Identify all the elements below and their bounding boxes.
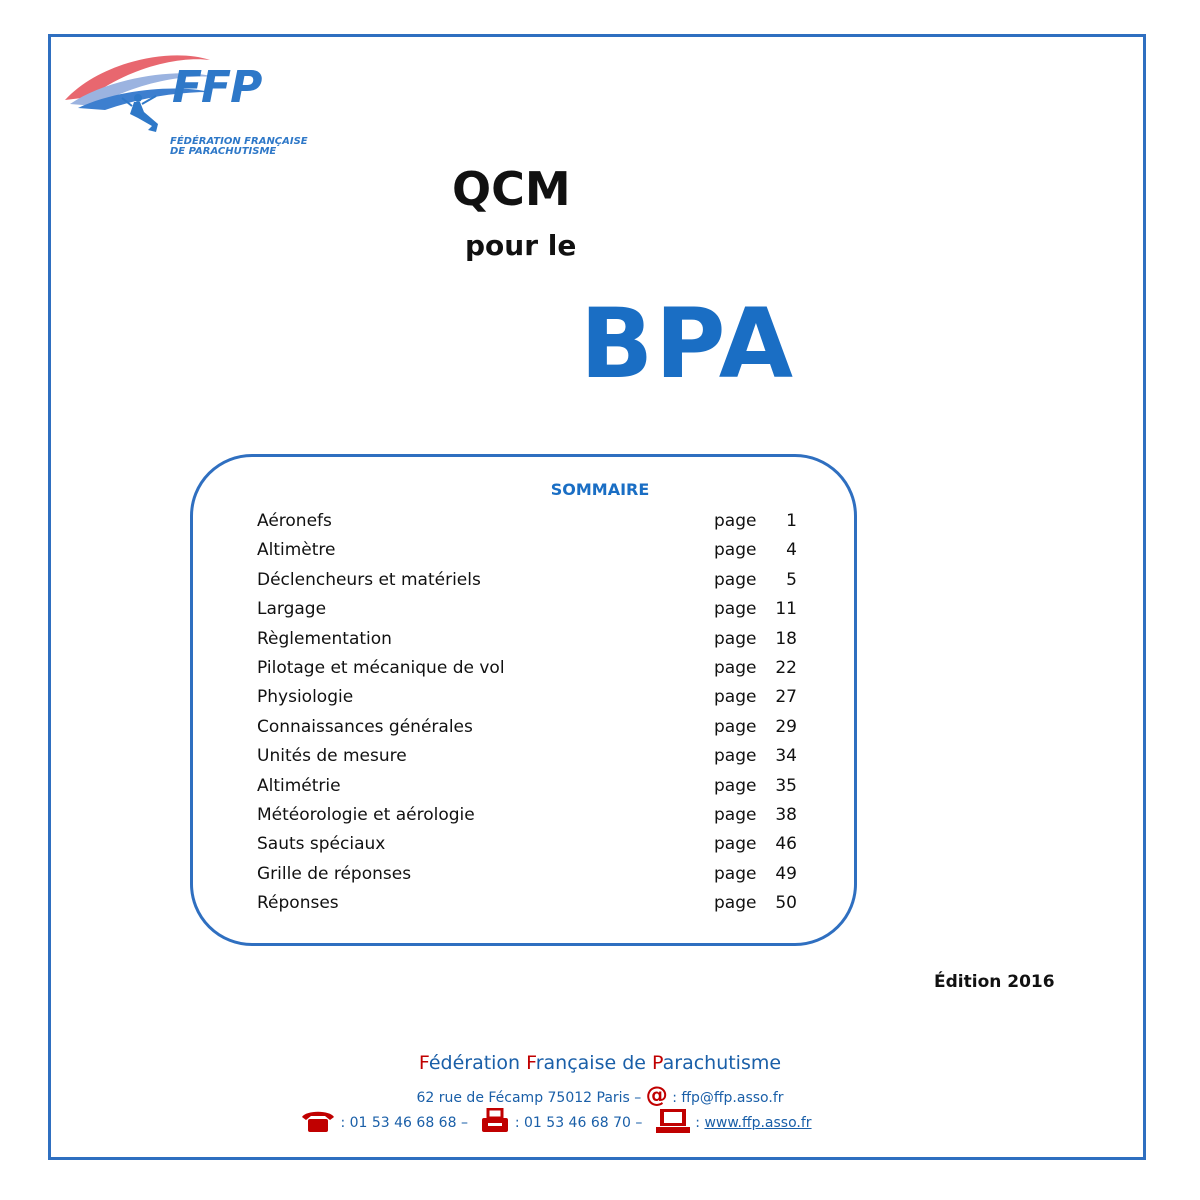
ffp-logo (60, 42, 330, 162)
summary-page-word: page (714, 746, 757, 767)
org-part-1: édération (428, 1052, 527, 1074)
web-prefix: : (695, 1115, 700, 1131)
phone-number: : 01 53 46 68 68 – (340, 1115, 468, 1131)
summary-row[interactable] (257, 834, 797, 860)
summary-row[interactable] (257, 776, 797, 802)
summary-page-number: 46 (775, 834, 797, 855)
summary-row[interactable] (257, 540, 797, 566)
summary-row[interactable] (257, 805, 797, 831)
title-pour-le: pour le (465, 229, 577, 262)
summary-page-number: 49 (775, 863, 797, 884)
summary-page-number: 29 (775, 716, 797, 737)
summary-row[interactable] (257, 717, 797, 743)
edition-label: Édition 2016 (934, 972, 1055, 992)
summary-page-number: 27 (775, 687, 797, 708)
summary-topic: Sauts spéciaux (257, 834, 386, 855)
org-part-3: arachutisme (662, 1052, 782, 1074)
summary-page-number: 38 (775, 805, 797, 825)
summary-page-word: page (714, 599, 757, 620)
summary-row[interactable] (257, 658, 797, 684)
summary-page-word: page (714, 540, 757, 561)
summary-page-number: 50 (775, 893, 797, 914)
summary-page-word: page (714, 716, 757, 737)
summary-row[interactable] (257, 629, 797, 655)
summary-heading: SOMMAIRE (550, 480, 650, 499)
summary-page-word: page (714, 658, 757, 678)
footer-organization (0, 1052, 1200, 1074)
logo-line-1: FÉDÉRATION FRANÇAISE (170, 136, 308, 147)
summary-page-number: 4 (786, 540, 797, 561)
summary-row[interactable] (257, 687, 797, 713)
summary-page-number: 5 (786, 569, 797, 590)
summary-row[interactable] (257, 511, 797, 537)
footer-address-line (0, 1083, 1200, 1108)
summary-page-word: page (714, 569, 757, 590)
summary-topic: Pilotage et mécanique de vol (257, 658, 505, 678)
summary-page-word: page (714, 687, 757, 708)
summary-topic: Règlementation (257, 628, 392, 649)
summary-page-number: 35 (775, 775, 797, 796)
summary-topic: Grille de réponses (257, 863, 412, 884)
fax-icon (480, 1108, 510, 1138)
title-bpa: BPA (580, 288, 796, 400)
summary-page-word: page (714, 834, 757, 855)
summary-page-number: 34 (775, 746, 797, 767)
summary-topic: Aéronefs (257, 511, 332, 531)
logo-acronym: FFP (172, 62, 262, 113)
summary-page-word: page (714, 775, 757, 796)
telephone-icon (300, 1108, 336, 1138)
at-icon: @ (645, 1083, 668, 1108)
summary-topic: Déclencheurs et matériels (257, 569, 481, 590)
summary-row[interactable] (257, 599, 797, 625)
summary-topic: Altimètre (257, 540, 336, 561)
summary-row[interactable] (257, 893, 797, 919)
computer-icon (655, 1108, 691, 1138)
summary-row[interactable] (257, 746, 797, 772)
fax-number: : 01 53 46 68 70 – (514, 1115, 643, 1131)
summary-topic: Connaissances générales (257, 716, 473, 737)
summary-page-word: page (714, 863, 757, 884)
summary-topic: Physiologie (257, 687, 354, 708)
logo-line-2: DE PARACHUTISME (170, 146, 277, 157)
summary-row[interactable] (257, 570, 797, 596)
org-initial-p: P (652, 1052, 663, 1074)
website-link[interactable]: www.ffp.asso.fr (704, 1115, 812, 1131)
email-text[interactable]: : ffp@ffp.asso.fr (672, 1090, 784, 1106)
summary-topic: Réponses (257, 893, 339, 914)
summary-page-word: page (714, 511, 757, 531)
summary-page-word: page (714, 805, 757, 825)
summary-page-number: 1 (786, 511, 797, 531)
org-initial-f2: F (526, 1052, 536, 1074)
summary-page-word: page (714, 893, 757, 914)
org-part-2: rançaise de (535, 1052, 652, 1074)
summary-page-number: 11 (775, 599, 797, 620)
summary-page-word: page (714, 628, 757, 649)
summary-row[interactable] (257, 864, 797, 890)
title-qcm: QCM (452, 162, 571, 216)
summary-topic: Altimétrie (257, 775, 341, 796)
summary-page-number: 18 (775, 628, 797, 649)
footer-contacts-line (300, 1108, 812, 1138)
org-initial-f1: F (418, 1052, 429, 1074)
summary-page-number: 22 (775, 658, 797, 678)
summary-topic: Unités de mesure (257, 746, 407, 767)
address-text: 62 rue de Fécamp 75012 Paris – (416, 1090, 642, 1106)
summary-topic: Météorologie et aérologie (257, 805, 475, 825)
summary-topic: Largage (257, 599, 327, 620)
